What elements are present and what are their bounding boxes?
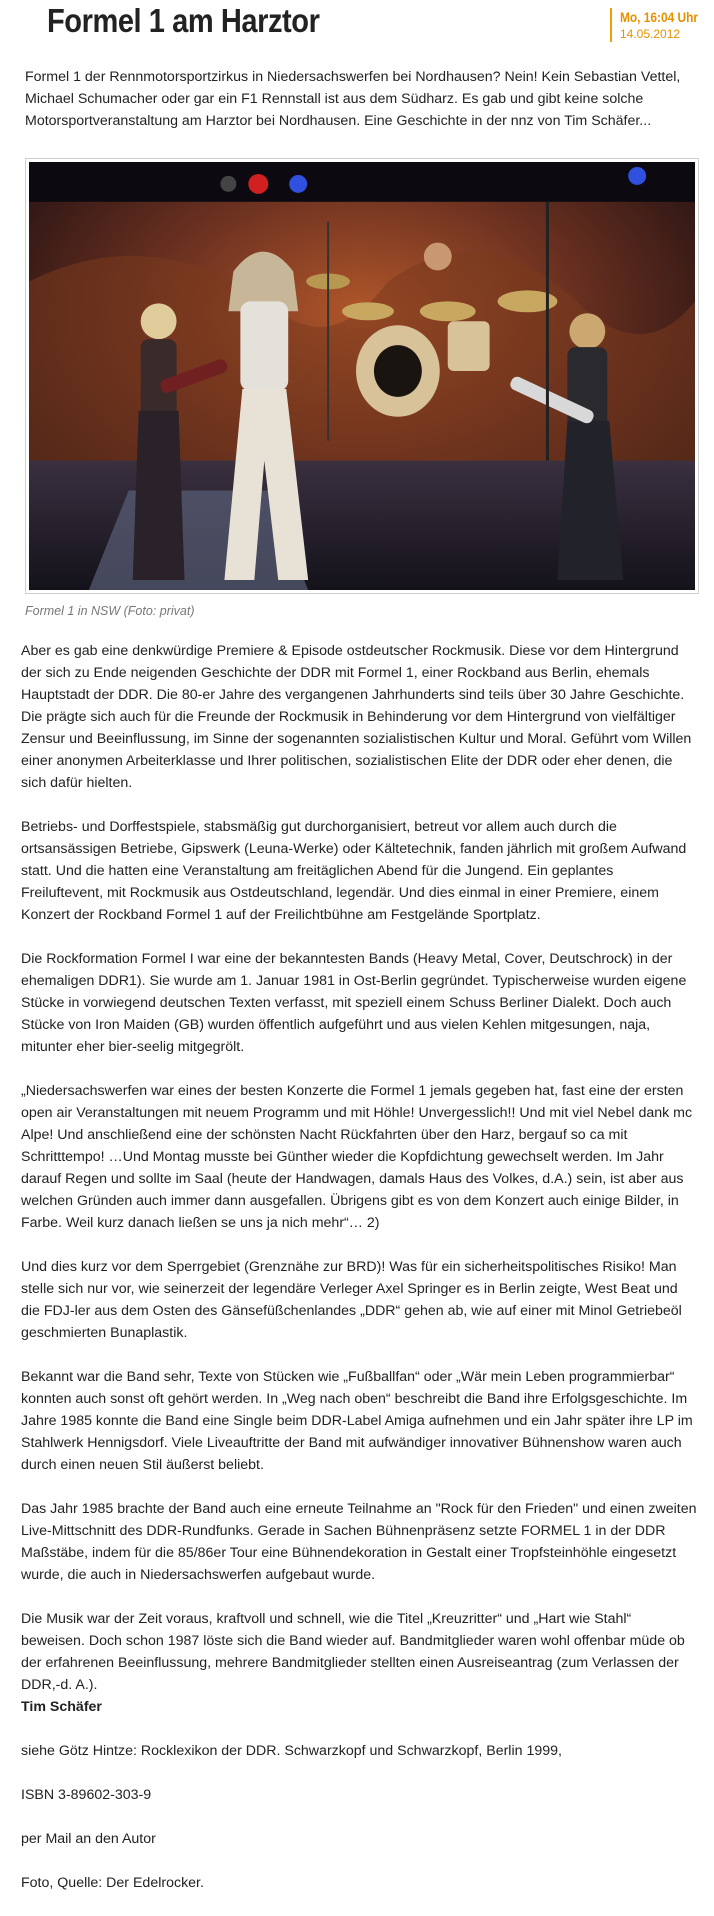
article-paragraph: Die Musik war der Zeit voraus, kraftvoll und schnell, wie die Titel „Kreuzritter“ und „Hart wie Stahl“ beweisen. Doch schon 1987 löste sich die Band wieder auf. Bandmitglieder waren wohl offenbar müde ob der erfahrenen Beeinflussung, mehrere Bandmitglieder stellten einen Ausreiseantrag (zum Verlassen der DDR,-d. A.). [21,1611,685,1693]
article-title: Formel 1 am Harztor [47,2,320,39]
reference-line: ISBN 3-89602-303-9 [21,1787,152,1803]
article-paragraph: Die Rockformation Formel I war eine der bekanntesten Bands (Heavy Metal, Cover, Deutschrock) in der ehemaligen DDR1). Sie wurde am 1. Januar 1981 in Ost-Berlin gegründet. Typischerweise wurden eigene Stücke in vorwiegend deutschen Texten verfasst, mit speziell einem Schuss Berliner Dialekt. Doch auch Stücke von Iron Maiden (GB) wurden öffentlich aufgeführt und aus vielen Kehlen mitgesungen, naja, mitunter eher bier-seelig mitgegrölt. [21,951,687,1055]
article-paragraph: Und dies kurz vor dem Sperrgebiet (Grenznähe zur BRD)! Was für ein sicherheitspolitisches Risiko! Man stelle sich nur vor, wie seinerzeit der legendäre Verleger Axel Springer es in Berlin zeigte, West Beat und die FDJ-ler aus dem Osten des Gänsefüßchenlandes „DDR“ gehen ab, wie auf einer mit Minol Getriebeöl geschmierten Bunaplastik. [21,1259,682,1341]
article-paragraph: Das Jahr 1985 brachte der Band auch eine erneute Teilnahme an "Rock für den Frieden" und einen zweiten Live-Mittschnitt des DDR-Rundfunks. Gerade in Sachen Bühnenpräsenz setzte FORMEL 1 in der DDR Maßstäbe, indem für die 85/86er Tour eine Bühnendekoration in Gestalt einer Tropfsteinhöhle eingesetzt wurde, die auch in Niedersachswerfen aufgebaut wurde. [21,1501,697,1583]
article-figure [25,158,699,594]
concert-photo [29,162,695,590]
article-dateline [610,8,712,42]
article-body [21,640,697,1916]
reference-line: siehe Götz Hintze: Rocklexikon der DDR. Schwarzkopf und Schwarzkopf, Berlin 1999, [21,1743,562,1759]
image-caption: Formel 1 in NSW (Foto: privat) [25,604,195,618]
reference-line: per Mail an den Autor [21,1831,156,1847]
article-time: Mo, 16:04 Uhr [620,9,699,25]
article-author: Tim Schäfer [21,1699,102,1715]
reference-line: Foto, Quelle: Der Edelrocker. [21,1875,204,1891]
article-lead: Formel 1 der Rennmotorsportzirkus in Niedersachswerfen bei Nordhausen? Nein! Kein Sebastian Vettel, Michael Schumacher oder gar ein F1 Rennstall ist aus dem Südharz. Es gab und gibt keine solche Motorsportveranstaltung am Harztor bei Nordhausen. Eine Geschichte in der nnz von Tim Schäfer... [25,69,681,129]
article-paragraph: Betriebs- und Dorffestspiele, stabsmäßig gut durchorganisiert, betreut vor allem auch durch die ortsansässigen Betriebe, Gipswerk (Leuna-Werke) oder Kältetechnik, fanden jährlich mit großem Aufwand statt. Und die hatten eine Veranstaltung am freitäglichen Abend für die Jungend. Ein geplantes Freiluftevent, mit Rockmusik aus Ostdeutschland, legendär. Und dies einmal in einer Premiere, einem Konzert der Rockband Formel 1 auf der Freilichtbühne am Festgelände Sportplatz. [21,819,687,923]
article-paragraph: Bekannt war die Band sehr, Texte von Stücken wie „Fußballfan“ oder „Wär mein Leben programmierbar“ konnten auch sonst oft gehört werden. In „Weg nach oben“ beschreibt die Band ihre Erfolgsgeschichte. Im Jahre 1985 konnte die Band eine Single beim DDR-Label Amiga aufnehmen und ein Jahr später ihre LP im Stahlwerk Hennigsdorf. Viele Liveauftritte der Band mit aufwändiger innovativer Bühnenshow waren auch durch einen neuen Stil äußerst beliebt. [21,1369,693,1473]
article-paragraph: „Niedersachswerfen war eines der besten Konzerte die Formel 1 jemals gegeben hat, fast eine der ersten open air Veranstaltungen mit neuem Programm und mit Höhle! Unvergesslich!! Und mit viel Nebel dank mc Alpe! Und anschließend eine der schönsten Nacht Rückfahrten über den Harz, bergauf so ca mit Schritttempo! …Und Montag musste bei Günther wieder die Kopfdichtung gewechselt werden. Im Jahr darauf Regen und sollte im Saal (heute der Handwagen, damals Haus des Volkes, d.A.) sein, ist aber aus welchen Gründen auch immer dann ausgefallen. Übrigens gibt es von dem Konzert auch einige Bilder, in Farbe. Weil kurz danach ließen se uns ja nich mehr“… 2) [21,1083,693,1231]
article-date: 14.05.2012 [620,27,681,41]
article-paragraph: Aber es gab eine denkwürdige Premiere & Episode ostdeutscher Rockmusik. Diese vor dem Hintergrund der sich zu Ende neigenden Geschichte der DDR mit Formel 1, einer Rockband aus Berlin, ehemals Hauptstadt der DDR. Die 80-er Jahre des vergangenen Jahrhunderts sind teils über 30 Jahre Geschichte. Die prägte sich auch für die Freunde der Rockmusik in Behinderung vor dem Hintergrund von vielfältiger Zensur und Beeinflussung, im Sinne der sogenannten sozialistischen Kultur und Moral. Geführt vom Willen einer anonymen Arbeiterklasse und Ihrer politischen, sozialistischen Elite der DDR oder eher denen, die sich dafür hielten. [21,643,692,791]
article-header [22,0,699,56]
